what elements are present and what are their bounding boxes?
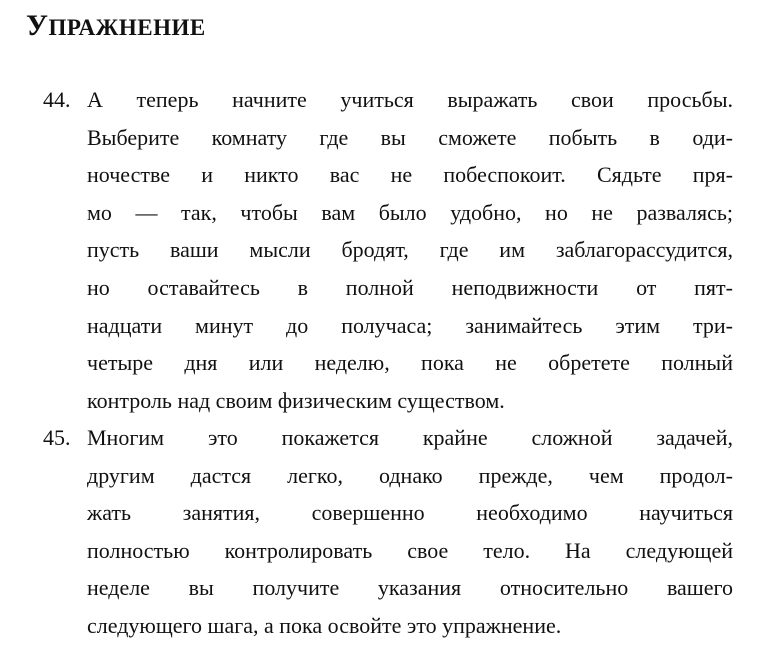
paragraph-number: 44. — [43, 87, 71, 112]
paragraph-text — [87, 419, 733, 645]
text-line: полностью контролировать свое тело. На следующей — [87, 537, 733, 563]
text-line: жать занятия, совершенно необходимо научиться — [87, 500, 733, 526]
text-line: Выберите комнату где вы сможете побыть в оди- — [87, 124, 733, 150]
section-heading — [26, 8, 206, 46]
heading-rest: ПРАЖНЕНИЕ — [48, 15, 206, 40]
heading-initial: У — [26, 9, 49, 42]
text-line: но оставайтесь в полной неподвижности от пят- — [87, 274, 733, 300]
text-line: ночестве и никто вас не побеспокоит. Сядьте пря- — [87, 162, 733, 188]
text-line: мо — так, чтобы вам было удобно, но не развалясь; — [87, 199, 733, 225]
text-line: надцати минут до получаса; занимайтесь этим три- — [87, 312, 733, 338]
text-line: Многим это покажется крайне сложной задачей, — [87, 425, 733, 450]
text-line: А теперь начните учиться выражать свои просьбы. — [87, 87, 733, 112]
text-line: четыре дня или неделю, пока не обретете полный — [87, 350, 733, 376]
text-line: другим дастся легко, однако прежде, чем продол- — [87, 462, 733, 488]
text-line: следующего шага, а пока освойте это упражнение. — [87, 612, 562, 638]
text-line: пусть ваши мысли бродят, где им заблагорассудится, — [87, 237, 733, 263]
paragraph-text — [87, 81, 733, 419]
text-line: контроль над своим физическим существом. — [87, 387, 505, 413]
paragraph-number: 45. — [43, 425, 71, 450]
text-line: неделе вы получите указания относительно вашего — [87, 575, 733, 601]
